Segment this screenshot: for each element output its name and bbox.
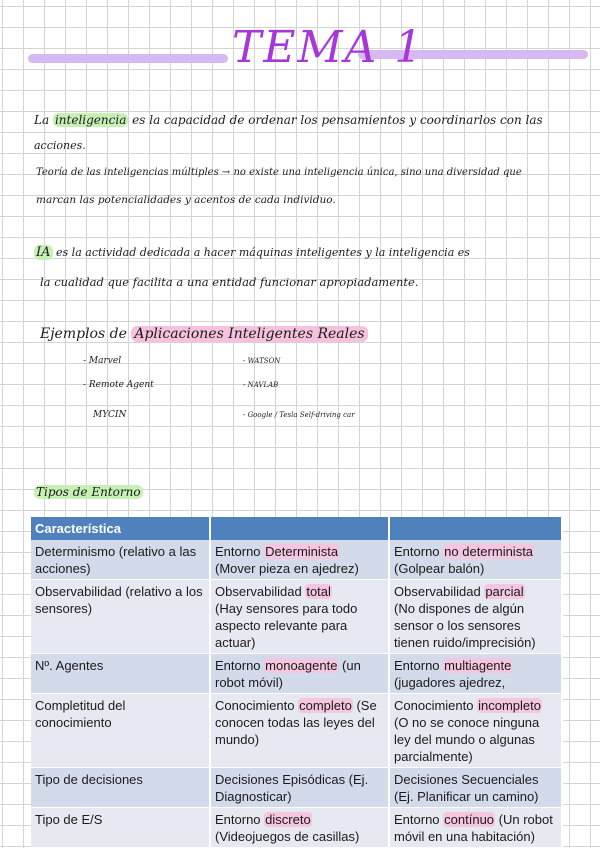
- table-cell: Entorno monoagente (un robot móvil): [210, 654, 389, 694]
- examples-heading: [40, 326, 368, 342]
- entorno-heading-highlight: Tipos de Entorno: [36, 485, 141, 499]
- intro-line-1: [34, 113, 543, 127]
- table-row: [31, 768, 562, 808]
- term-inteligencia: inteligencia: [54, 113, 127, 127]
- table-cell: Nº. Agentes: [31, 654, 210, 694]
- table-cell: Tipo de E/S: [31, 808, 210, 848]
- table-cell: Decisiones Episódicas (Ej. Diagnosticar): [210, 768, 389, 808]
- table-cell: Entorno Determinista (Mover pieza en ajedrez): [210, 540, 389, 580]
- entorno-heading: [34, 485, 143, 499]
- table-row: [31, 808, 562, 848]
- table-cell: Conocimiento incompleto (O no se conoce ninguna ley del mundo o algunas parcialmente): [389, 694, 562, 768]
- ia-line-2: la cualidad que facilita a una entidad funcionar apropiadamente.: [40, 275, 419, 289]
- examples-heading-pre: Ejemplos de: [40, 326, 127, 342]
- intro-line-4: marcan las potencialidades y acentos de cada individuo.: [36, 194, 336, 206]
- table-row: [31, 580, 562, 654]
- example-right-2: - NAVLAB: [243, 381, 279, 389]
- table-header: [389, 517, 562, 540]
- example-left-1: - Marvel: [83, 356, 122, 366]
- intro-post: es la capacidad de ordenar los pensamientos y coordinarlos con las: [132, 113, 543, 127]
- table-cell: Entorno discreto (Videojuegos de casillas): [210, 808, 389, 848]
- table-header-row: [31, 517, 562, 540]
- table-cell: Determinismo (relativo a las acciones): [31, 540, 210, 580]
- ia-text-1: es la actividad dedicada a hacer máquinas inteligentes y la inteligencia es: [56, 246, 470, 259]
- page-title: TEMA 1: [232, 22, 425, 73]
- table-cell: Observabilidad (relativo a los sensores): [31, 580, 210, 654]
- example-left-3: MYCIN: [93, 410, 127, 420]
- table-row: [31, 654, 562, 694]
- example-right-3: - Google / Tesla Self-driving car: [243, 411, 355, 419]
- ia-line-1: [34, 245, 470, 260]
- intro-line-3: Teoría de las inteligencias múltiples → no existe una inteligencia única, sino una diversidad que: [36, 167, 522, 178]
- table-row: [31, 694, 562, 768]
- table-cell: Decisiones Secuenciales (Ej. Planificar un camino): [389, 768, 562, 808]
- term-ia: IA: [36, 245, 51, 260]
- table-row: [31, 540, 562, 580]
- table-cell: Entorno contínuo (Un robot móvil en una habitación): [389, 808, 562, 848]
- table-cell: Observabilidad parcial (No dispones de algún sensor o los sensores tienen ruido/imprecisión): [389, 580, 562, 654]
- table-header: Característica: [31, 517, 210, 540]
- table-cell: Tipo de decisiones: [31, 768, 210, 808]
- table-header: [210, 517, 389, 540]
- intro-line-2: acciones.: [34, 139, 86, 152]
- examples-heading-highlight: Aplicaciones Inteligentes Reales: [131, 326, 367, 342]
- table-cell: Entorno no determinista (Golpear balón): [389, 540, 562, 580]
- example-left-2: - Remote Agent: [83, 380, 154, 390]
- table-cell: Observabilidad total (Hay sensores para todo aspecto relevante para actuar): [210, 580, 389, 654]
- table-cell: Conocimiento completo (Se conocen todas las leyes del mundo): [210, 694, 389, 768]
- table-cell: Entorno multiagente (jugadores ajedrez,: [389, 654, 562, 694]
- title-bar-left: [28, 54, 228, 63]
- entorno-table: [31, 517, 563, 848]
- example-right-1: - WATSON: [243, 357, 281, 365]
- table-cell: Completitud del conocimiento: [31, 694, 210, 768]
- intro-pre: La: [34, 113, 50, 127]
